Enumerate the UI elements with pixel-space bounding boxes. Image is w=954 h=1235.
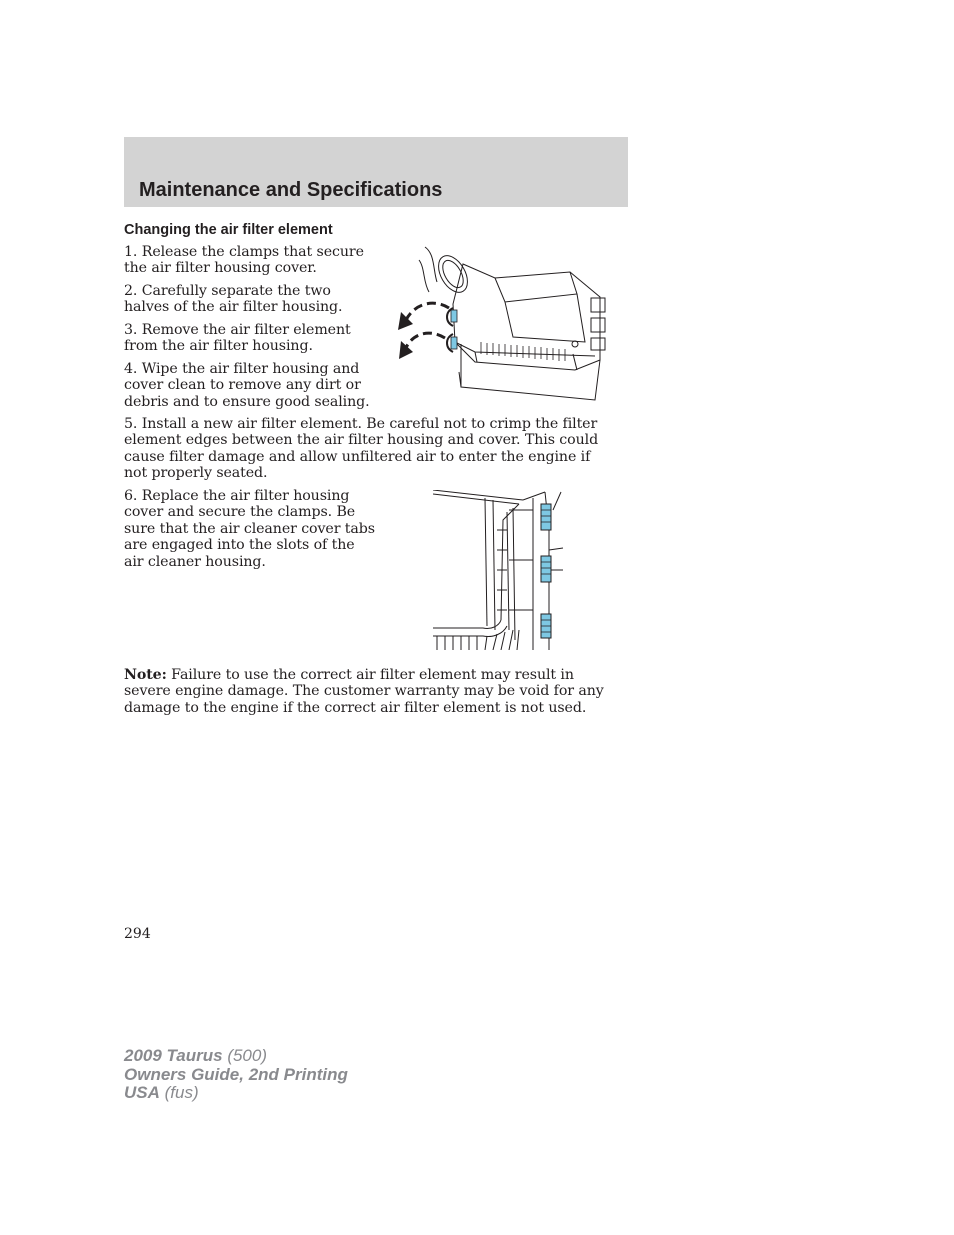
step-5: 5. Install a new air filter element. Be careful not to crimp the filter element edges between the air filter housing and cover. This could cause filter damage and allow unfiltered air to enter the engine if not properly seated. [124, 416, 599, 482]
header-band [124, 137, 628, 207]
step-4: 4. Wipe the air filter housing and cover clean to remove any dirt or debris and to ensure good sealing. [124, 361, 370, 410]
footer-line-market [124, 1084, 348, 1103]
air-filter-housing-illustration [395, 242, 615, 410]
note-text: Failure to use the correct air filter element may result in severe engine damage. The customer warranty may be void for any damage to the engine if the correct air filter element is not used. [124, 667, 604, 716]
step-1: 1. Release the clamps that secure the air filter housing cover. [124, 244, 364, 277]
step-3: 3. Remove the air filter element from the air filter housing. [124, 322, 351, 355]
cover-tabs-illustration [433, 490, 565, 650]
subheading: Changing the air filter element [124, 222, 333, 238]
footer-model: 2009 Taurus [124, 1046, 223, 1065]
footer-market: USA [124, 1083, 160, 1102]
footer-guide: Owners Guide, 2nd Printing [124, 1064, 348, 1084]
footer [124, 1047, 348, 1103]
section-title: Maintenance and Specifications [139, 179, 443, 201]
footer-model-code: (500) [222, 1046, 268, 1065]
step-6: 6. Replace the air filter housing cover and secure the clamps. Be sure that the air cleaner cover tabs are engaged into the slots of the air cleaner housing. [124, 488, 375, 570]
footer-line-model [124, 1047, 348, 1066]
page-number: 294 [124, 926, 151, 942]
footer-market-code: (fus) [159, 1083, 199, 1102]
note-label: Note: [124, 667, 167, 683]
step-2: 2. Carefully separate the two halves of the air filter housing. [124, 283, 343, 316]
note [124, 667, 616, 716]
